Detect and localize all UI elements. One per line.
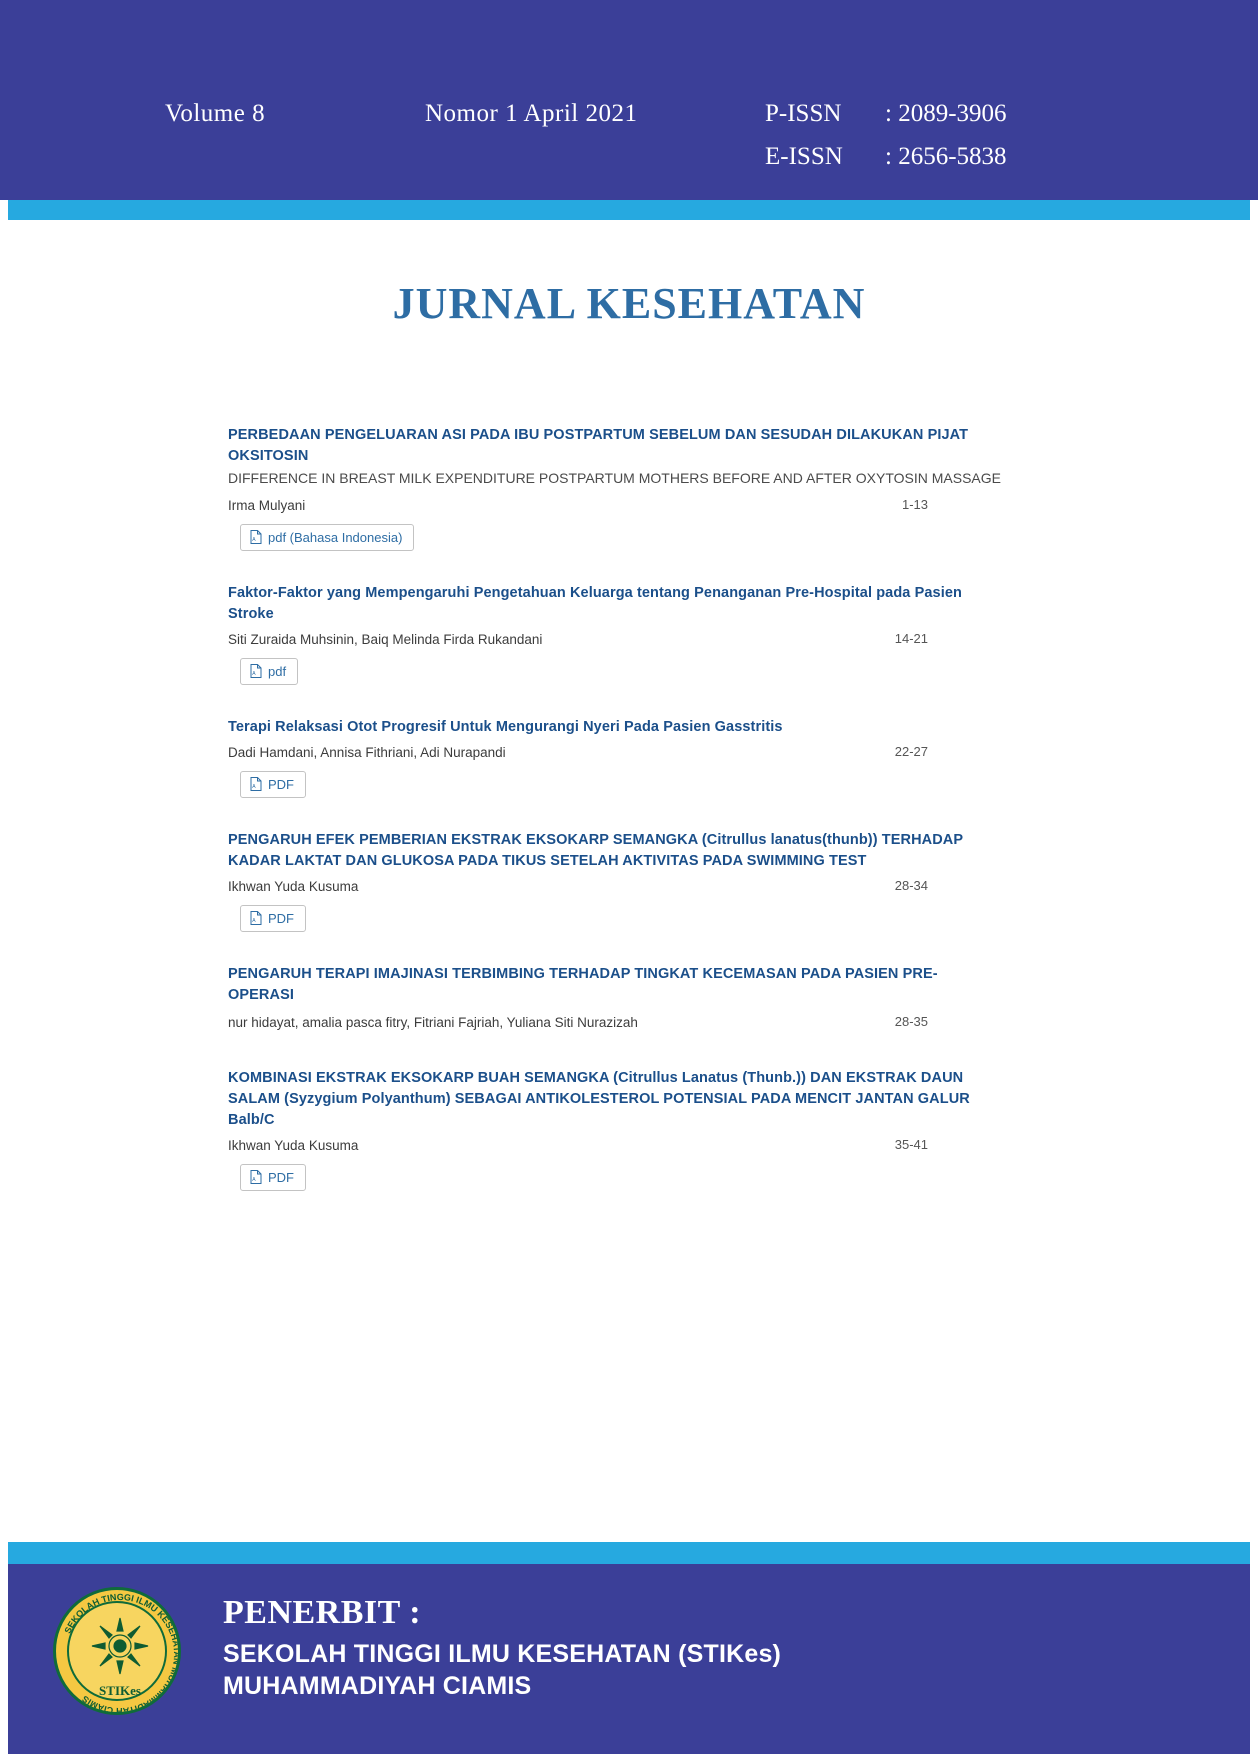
pdf-file-icon — [250, 530, 262, 544]
pdf-button-label: PDF — [268, 776, 294, 792]
e-issn-label: E-ISSN — [765, 143, 843, 170]
pdf-file-icon — [250, 664, 262, 678]
list-item — [228, 1068, 1018, 1191]
svg-text:A: A — [252, 671, 256, 678]
svg-text:A: A — [252, 1177, 256, 1184]
article-title[interactable]: PERBEDAAN PENGELUARAN ASI PADA IBU POSTPARTUM SEBELUM DAN SESUDAH DILAKUKAN PIJAT OKSITOSIN — [228, 427, 969, 465]
article-pages: 22-27 — [894, 743, 928, 759]
e-issn-value: : 2656-5838 — [885, 143, 1007, 170]
article-pages: 35-41 — [894, 1136, 928, 1152]
article-pages: 1-13 — [901, 496, 928, 512]
article-authors: Irma Mulyani — [228, 497, 306, 513]
pdf-download-button[interactable] — [240, 658, 298, 685]
pdf-file-icon — [250, 911, 262, 925]
pdf-download-button[interactable] — [240, 905, 306, 932]
article-title[interactable]: Terapi Relaksasi Otot Progresif Untuk Mengurangi Nyeri Pada Pasien Gasstritis — [228, 718, 783, 735]
publisher-name-line1: SEKOLAH TINGGI ILMU KESEHATAN (STIKes) — [223, 1640, 782, 1668]
sun-rays-icon — [90, 1616, 150, 1676]
pdf-button-label: PDF — [268, 1169, 294, 1185]
article-authors: Ikhwan Yuda Kusuma — [228, 1137, 359, 1153]
pdf-download-button[interactable] — [240, 1164, 306, 1191]
svg-text:A: A — [252, 918, 256, 925]
article-authors: Ikhwan Yuda Kusuma — [228, 878, 359, 894]
pdf-button-label: pdf (Bahasa Indonesia) — [268, 529, 403, 545]
pdf-button-label: PDF — [268, 910, 294, 926]
header-accent-strip — [8, 200, 1250, 220]
publisher-name-line2: MUHAMMADIYAH CIAMIS — [223, 1672, 532, 1700]
article-list — [228, 425, 1018, 1221]
pdf-download-button[interactable] — [240, 524, 414, 551]
list-item — [228, 830, 1018, 932]
pdf-button-label: pdf — [268, 663, 287, 679]
article-authors: Siti Zuraida Muhsinin, Baiq Melinda Firda Rukandani — [228, 631, 543, 647]
article-pages: 14-21 — [894, 630, 928, 646]
article-authors: Dadi Hamdani, Annisa Fithriani, Adi Nurapandi — [228, 744, 506, 760]
article-pages: 28-34 — [894, 877, 928, 893]
article-title[interactable]: PENGARUH TERAPI IMAJINASI TERBIMBING TERHADAP TINGKAT KECEMASAN PADA PASIEN PRE-OPERASI — [228, 965, 938, 1003]
list-item — [228, 964, 1018, 1034]
p-issn-label: P-ISSN — [765, 100, 842, 127]
svg-text:A: A — [252, 537, 256, 544]
article-title[interactable]: PENGARUH EFEK PEMBERIAN EKSTRAK EKSOKARP SEMANGKA (Citrullus lanatus(thunb)) TERHADAP KADAR LAKTAT DAN GLUKOSA PADA TIKUS SETELAH AKTIVITAS PADA SWIMMING TEST — [228, 831, 963, 869]
p-issn-value: : 2089-3906 — [885, 100, 1007, 127]
issue-header-band — [0, 0, 1258, 200]
pdf-file-icon — [250, 777, 262, 791]
list-item — [228, 717, 1018, 798]
pdf-download-button[interactable] — [240, 771, 306, 798]
pdf-file-icon — [250, 1170, 262, 1184]
publisher-band — [8, 1564, 1250, 1754]
publisher-info — [223, 1594, 781, 1702]
article-subtitle: DIFFERENCE IN BREAST MILK EXPENDITURE POSTPARTUM MOTHERS BEFORE AND AFTER OXYTOSIN MASSAGE — [228, 470, 1001, 487]
issue-number-label: Nomor 1 April 2021 — [425, 100, 638, 127]
list-item — [228, 583, 1018, 685]
publisher-label: PENERBIT : — [223, 1594, 422, 1631]
footer-accent-strip — [8, 1542, 1250, 1564]
list-item — [228, 425, 1018, 551]
page-title: JURNAL KESEHATAN — [392, 279, 866, 328]
article-title[interactable]: KOMBINASI EKSTRAK EKSOKARP BUAH SEMANGKA (Citrullus Lanatus (Thunb.)) DAN EKSTRAK DAUN SALAM (Syzygium Polyanthum) SEBAGAI ANTIKOLESTEROL POTENSIAL PADA MENCIT JANTAN GALUR Balb/C — [228, 1069, 970, 1128]
svg-text:A: A — [252, 784, 256, 791]
svg-text:SEKOLAH TINGGI ILMU KESEHATAN: SEKOLAH TINGGI ILMU KESEHATAN MUHAMMADIYAH CIAMIS — [62, 1591, 183, 1717]
volume-label: Volume 8 — [165, 100, 266, 127]
article-title[interactable]: Faktor-Faktor yang Mempengaruhi Pengetahuan Keluarga tentang Penanganan Pre-Hospital pada Pasien Stroke — [228, 584, 962, 622]
article-authors: nur hidayat, amalia pasca fitry, Fitriani Fajriah, Yuliana Siti Nurazizah — [228, 1014, 638, 1030]
article-pages: 28-35 — [894, 1013, 928, 1029]
stikes-logo — [53, 1587, 181, 1715]
logo-wordmark: STIKes — [99, 1683, 141, 1698]
